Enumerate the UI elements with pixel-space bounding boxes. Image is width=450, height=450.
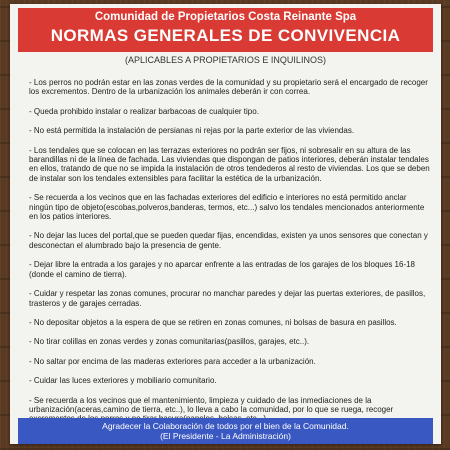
footer-signature: (El Presidente - La Administración) [160,431,291,441]
rule-item: - No saltar por encima de las maderas exteriores para acceder a la urbanización. [29,356,316,366]
sign-footer [18,418,433,444]
rule-item: - No tirar colillas en zonas verdes y zonas comunitarias(pasillos, garajes, etc..). [29,337,310,347]
rule-item: - No dejar las luces del portal,que se pueden quedar fijas, encendidas, existen ya unos sensores que conectan y desconectan el alumbrado bajo la presencia de gente. [29,231,428,250]
organization-name: Comunidad de Propietarios Costa Reinante Spa [94,11,357,23]
rule-item: - Los perros no podrán estar en las zonas verdes de la comunidad y su propietario será el encargado de recoger los excrementos. Dentro de la urbanización los animales deberán ir con correa. [29,78,428,97]
rule-item: - Dejar libre la entrada a los garajes y no aparcar enfrente a las entradas de los garajes de los bloques 16-18 (donde el camino de tierra). [29,260,416,279]
rule-item: - No depositar objetos a la espera de que se retiren en zonas comunes, ni bolsas de basura en pasillos. [29,317,397,327]
rule-item: - Cuidar y respetar las zonas comunes, procurar no manchar paredes y dejar las puertas exteriores, de pasillos, trasteros y de garajes cerradas. [29,289,426,308]
rule-item: - Los tendales que se colocan en las terrazas exteriores no podrán ser fijos, ni sobresalir en su altura de las barandillas ni de la línea de fachada. Las viviendas que dispongan de patios interiores, deberán instalar tendales en ellos, tratando de que no se impida la instalación de otros tendederos al resto de viviendas. Los que se deben de instalar son los tendales extensibles para facilitar la estética de la urbanización. [29,145,430,183]
rule-item: - Cuidar las luces exteriores y mobiliario comunitario. [29,376,217,386]
rule-item: - Queda prohibido instalar o realizar barbacoas de cualquier tipo. [29,106,259,116]
community-rules-sign [10,4,441,444]
footer-thanks: Agradecer la Colaboración de todos por el bien de la Comunidad. [102,421,349,431]
rules-list [29,78,431,444]
sign-title: NORMAS GENERALES DE CONVIVENCIA [50,26,401,45]
rule-item: - No está permitida la instalación de persianas ni rejas por la parte exterior de las viviendas. [29,126,355,136]
rule-item: - Se recuerda a los vecinos que en las fachadas exteriores del edificio e interiores no está permitido anclar ningún tipo de objeto(escobas,polveros,banderas, termos, etc...) salvo los tendales mencionados anteriormente en los patios interiores. [29,193,425,222]
sign-header [18,8,433,52]
sign-subtitle: (APLICABLES A PROPIETARIOS E INQUILINOS) [125,55,326,65]
rule-item: - Se recuerda a los vecinos que el mantenimiento, limpieza y cuidado de las inmediaciones de la urbanización(aceras,camino de tierra, etc..), lo lleva a cabo la comunidad, por lo que se ruega, recoger [29,395,394,414]
